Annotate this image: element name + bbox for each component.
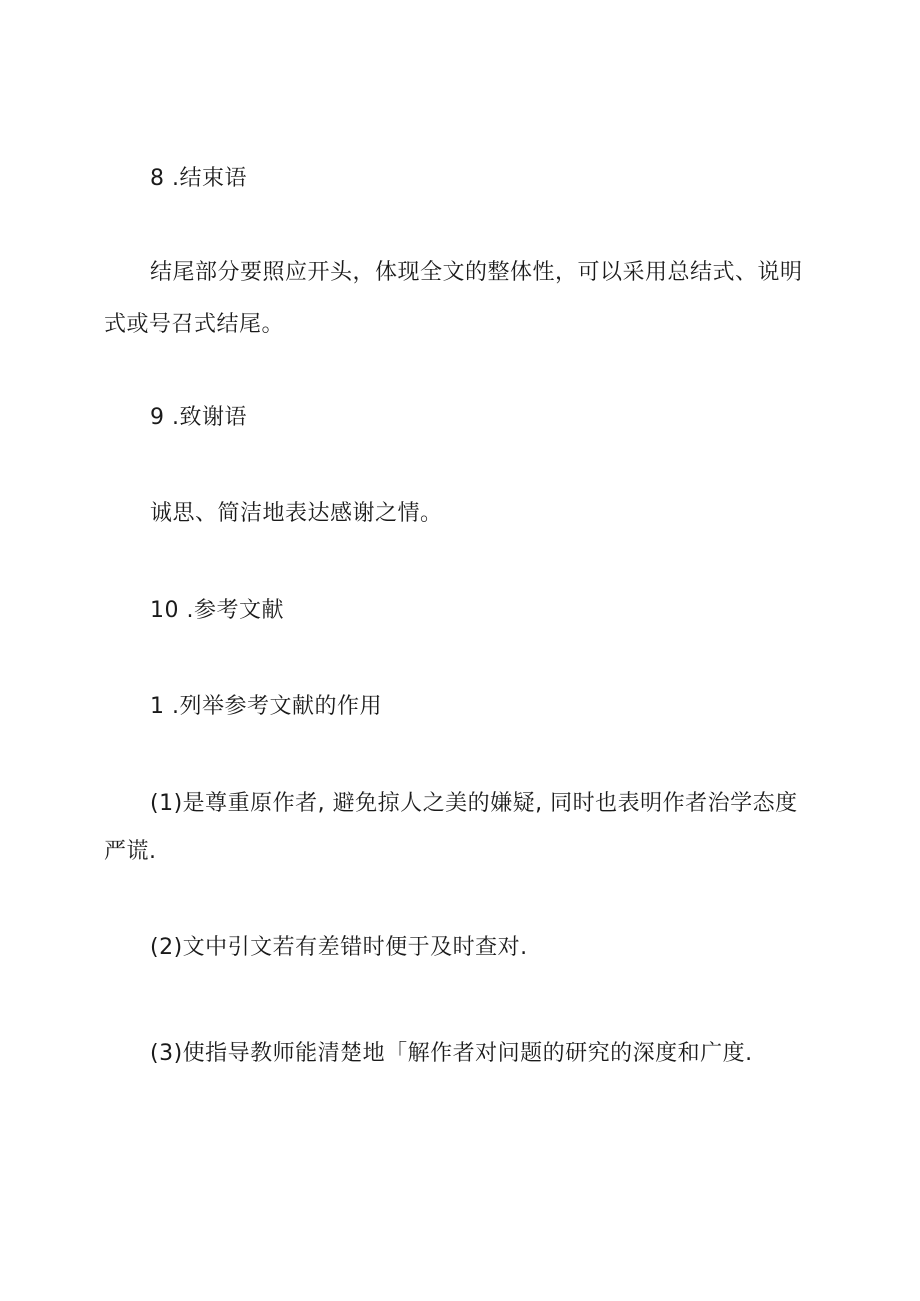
section-heading-9: 9 .致谢语 bbox=[150, 405, 247, 430]
subsection-heading-1: 1 .列举参考文献的作用 bbox=[150, 694, 382, 719]
list-item-1-line-2: 严谎. bbox=[104, 839, 157, 864]
paragraph-conclusion-line-1: 结尾部分要照应开头，体现全文的整体性，可以采用总结式、说明 bbox=[150, 260, 803, 285]
paragraph-acknowledgement: 诚思、简洁地表达感谢之情。 bbox=[150, 501, 443, 526]
list-item-1-line-1: (1)是尊重原作者, 避免掠人之美的嫌疑, 同时也表明作者治学态度 bbox=[150, 791, 798, 816]
list-item-3: (3)使指导教师能清楚地「解作者对问题的研究的深度和广度. bbox=[150, 1041, 753, 1066]
paragraph-conclusion-line-2: 式或号召式结尾。 bbox=[104, 312, 285, 337]
section-heading-10: 10 .参考文献 bbox=[150, 598, 284, 623]
section-heading-8: 8 .结束语 bbox=[150, 166, 247, 191]
list-item-2: (2)文中引文若有差错时便于及时查对. bbox=[150, 935, 528, 960]
